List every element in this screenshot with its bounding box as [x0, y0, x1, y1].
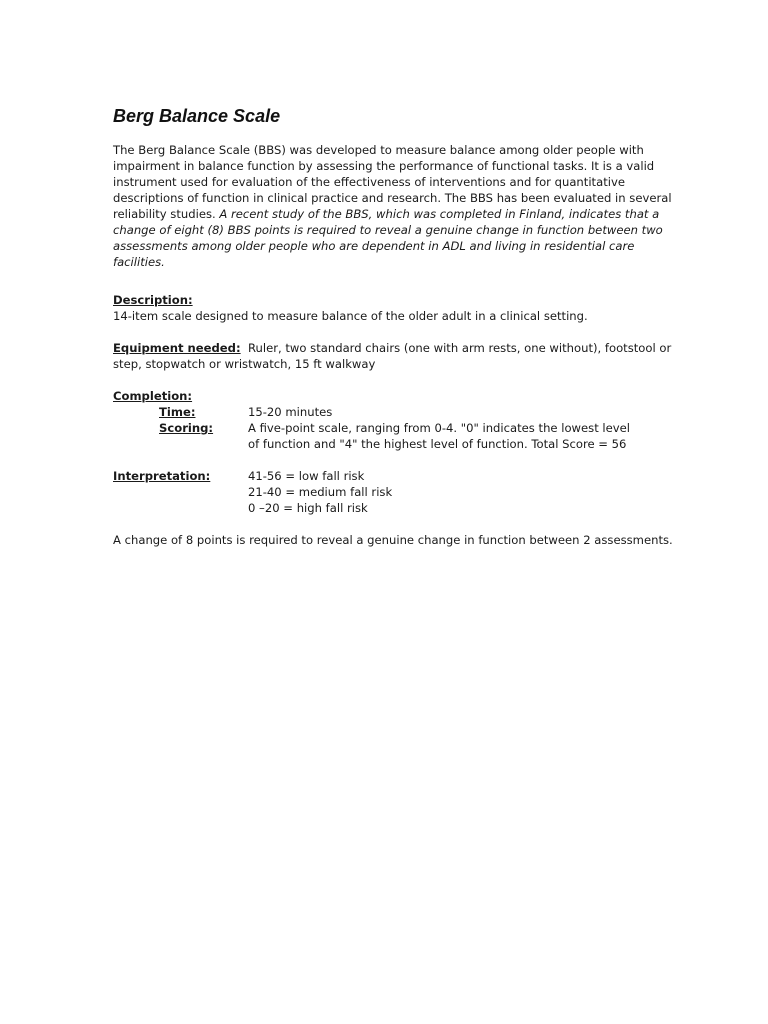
- description-heading: Description:: [113, 293, 193, 307]
- description-text: 14-item scale designed to measure balance of the older adult in a clinical setting.: [113, 309, 588, 323]
- time-value: 15-20 minutes: [248, 405, 333, 419]
- description-section: [113, 292, 673, 324]
- time-row: [113, 404, 673, 420]
- equipment-heading: Equipment needed:: [113, 341, 241, 355]
- interpretation-heading: Interpretation:: [113, 469, 211, 483]
- completion-section: [113, 388, 673, 452]
- interpretation-line-high: 0 –20 = high fall risk: [248, 501, 368, 515]
- interpretation-section: [113, 468, 673, 516]
- equipment-text: Ruler, two standard chairs (one with arm rests, one without), footstool or step, stopwatch or wristwatch, 15 ft walkway: [113, 341, 672, 371]
- scoring-line-2: of function and "4" the highest level of function. Total Score = 56: [248, 437, 627, 451]
- document-page: [113, 104, 673, 548]
- interpretation-line-low: 41-56 = low fall risk: [248, 469, 365, 483]
- time-label: Time:: [159, 405, 196, 419]
- intro-paragraph: [113, 142, 673, 270]
- intro-italic-text: A recent study of the BBS, which was completed in Finland, indicates that a change of eight (8) BBS points is required to reveal a genuine change in function between two assessments among older people who are dependent in ADL and living in residential care facilities.: [113, 207, 663, 269]
- equipment-section: [113, 340, 673, 372]
- change-note: A change of 8 points is required to reveal a genuine change in function between 2 assessments.: [113, 533, 673, 547]
- completion-heading: Completion:: [113, 389, 193, 403]
- scoring-label: Scoring:: [159, 421, 214, 435]
- intro-text: The Berg Balance Scale (BBS) was developed to measure balance among older people with impairment in balance function by assessing the performance of functional tasks. It is a valid instrument used for evaluation of the effectiveness of interventions and for quantitative descriptions of function in clinical practice and research. The BBS has been evaluated in several reliability studies.: [113, 143, 672, 221]
- scoring-row: [113, 420, 673, 452]
- page-title: Berg Balance Scale: [113, 106, 281, 126]
- interpretation-line-medium: 21-40 = medium fall risk: [248, 485, 393, 499]
- scoring-line-1: A five-point scale, ranging from 0-4. "0" indicates the lowest level: [248, 421, 630, 435]
